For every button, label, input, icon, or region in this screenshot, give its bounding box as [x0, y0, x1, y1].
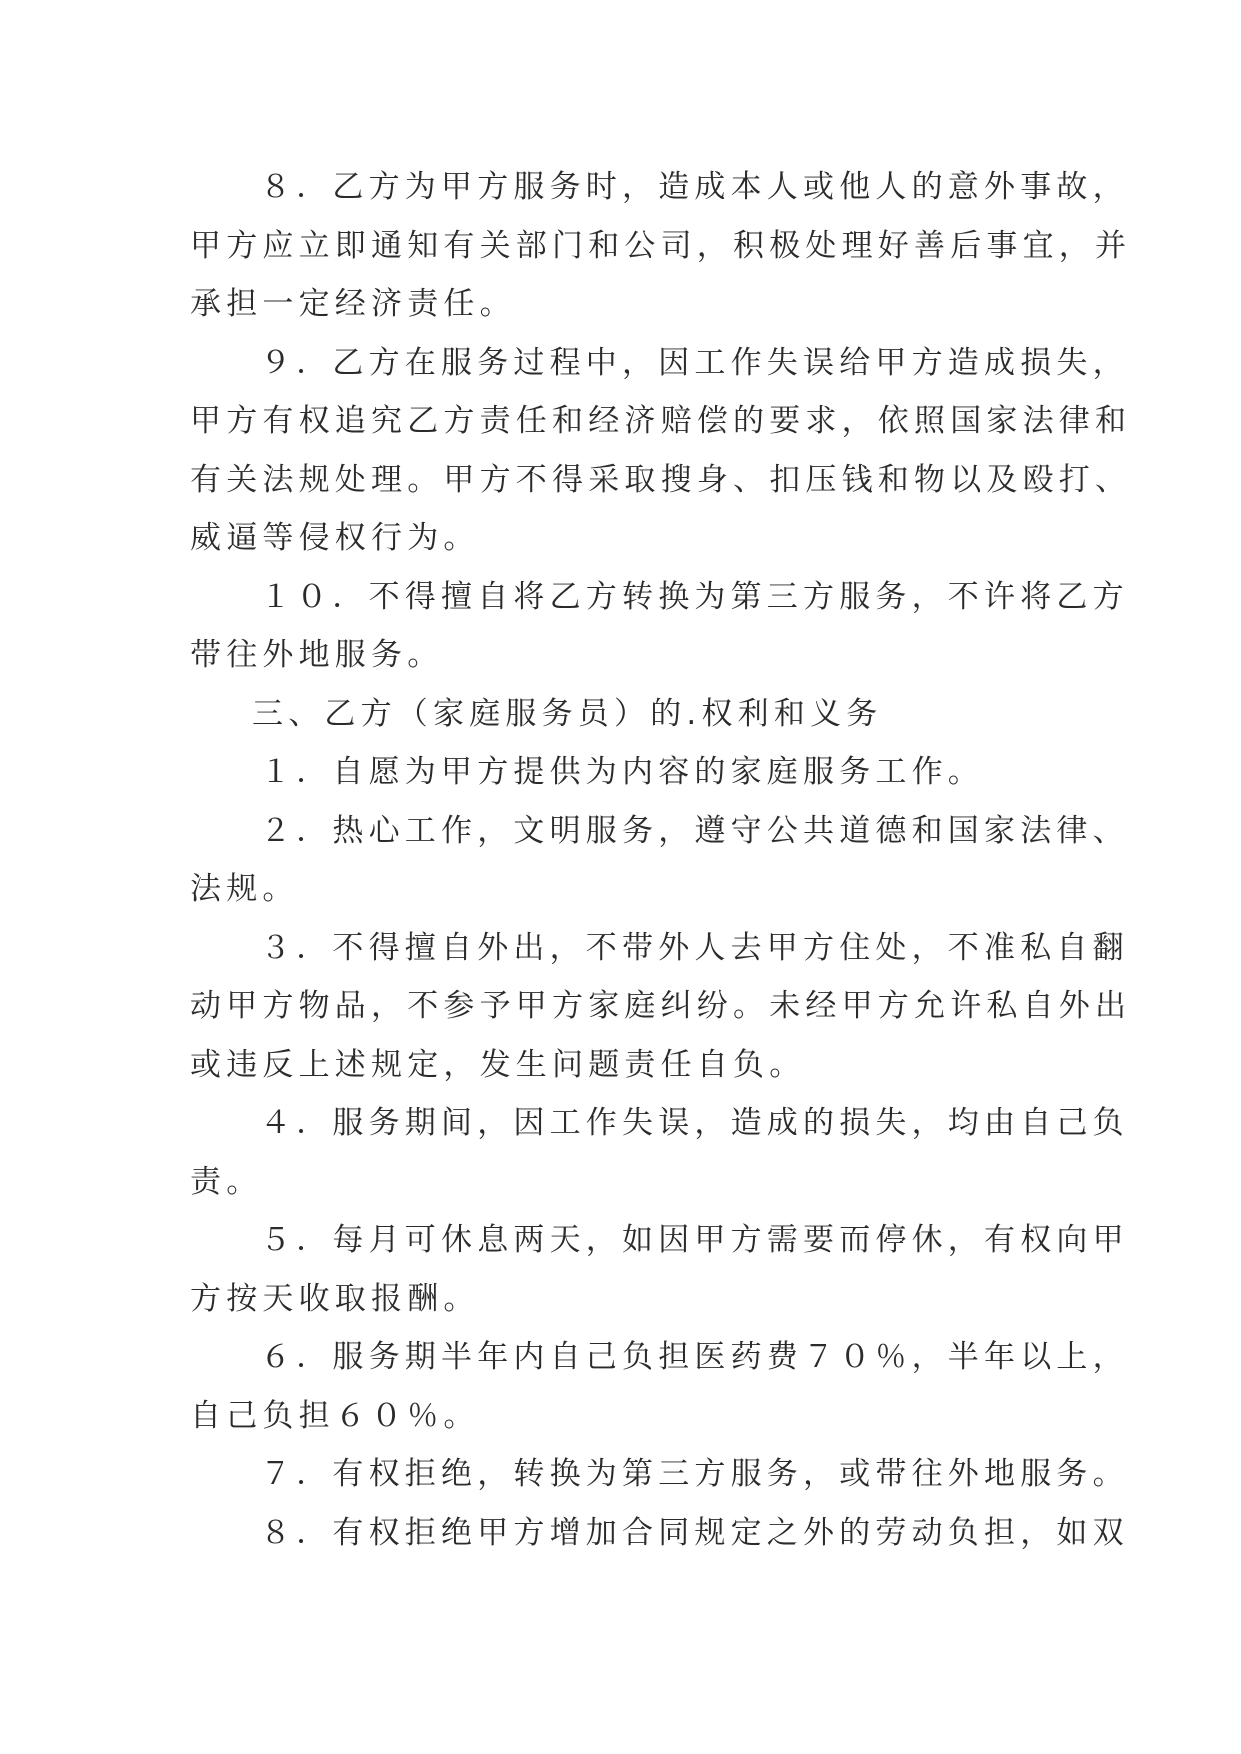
text-line: ２．热心工作，文明服务，遵守公共道德和国家法律、	[260, 812, 1129, 849]
text-line: 法规。	[190, 871, 299, 907]
text-line: 承担一定经济责任。	[190, 286, 516, 322]
text-line: 甲方应立即通知有关部门和公司，积极处理好善后事宜，并	[190, 227, 1132, 264]
text-line: ８．乙方为甲方服务时，造成本人或他人的意外事故，	[260, 169, 1129, 205]
text-line: 责。	[190, 1163, 263, 1200]
text-line: 有关法规处理。甲方不得采取搜身、扣压钱和物以及殴打、	[190, 461, 1132, 498]
text-line: 或违反上述规定，发生问题责任自负。	[190, 1046, 806, 1083]
document-body	[190, 158, 1132, 1562]
text-line: １０．不得擅自将乙方转换为第三方服务，不许将乙方	[260, 578, 1129, 615]
text-line: 自己负担６０％。	[190, 1397, 480, 1434]
section-heading: 三、乙方（家庭服务员）的.权利和义务	[252, 695, 883, 732]
text-line: ８．有权拒绝甲方增加合同规定之外的劳动负担，如双	[260, 1514, 1129, 1551]
text-line: 动甲方物品，不参予甲方家庭纠纷。未经甲方允许私自外出	[190, 988, 1132, 1024]
text-line: ５．每月可休息两天，如因甲方需要而停休，有权向甲	[260, 1222, 1129, 1258]
text-line: １．自愿为甲方提供为内容的家庭服务工作。	[260, 754, 984, 790]
text-line: 方按天收取报酬。	[190, 1280, 480, 1317]
text-line: ６．服务期半年内自己负担医药费７０％，半年以上，	[260, 1339, 1129, 1375]
text-line: 威逼等侵权行为。	[190, 520, 480, 556]
text-line: ９．乙方在服务过程中，因工作失误给甲方造成损失，	[260, 344, 1129, 381]
text-line: 甲方有权追究乙方责任和经济赔偿的要求，依照国家法律和	[190, 403, 1132, 439]
text-line: ３．不得擅自外出，不带外人去甲方住处，不准私自翻	[260, 929, 1129, 966]
text-line: 带往外地服务。	[190, 637, 444, 673]
text-line: ７．有权拒绝，转换为第三方服务，或带往外地服务。	[260, 1456, 1129, 1492]
text-line: ４．服务期间，因工作失误，造成的损失，均由自己负	[260, 1105, 1129, 1141]
